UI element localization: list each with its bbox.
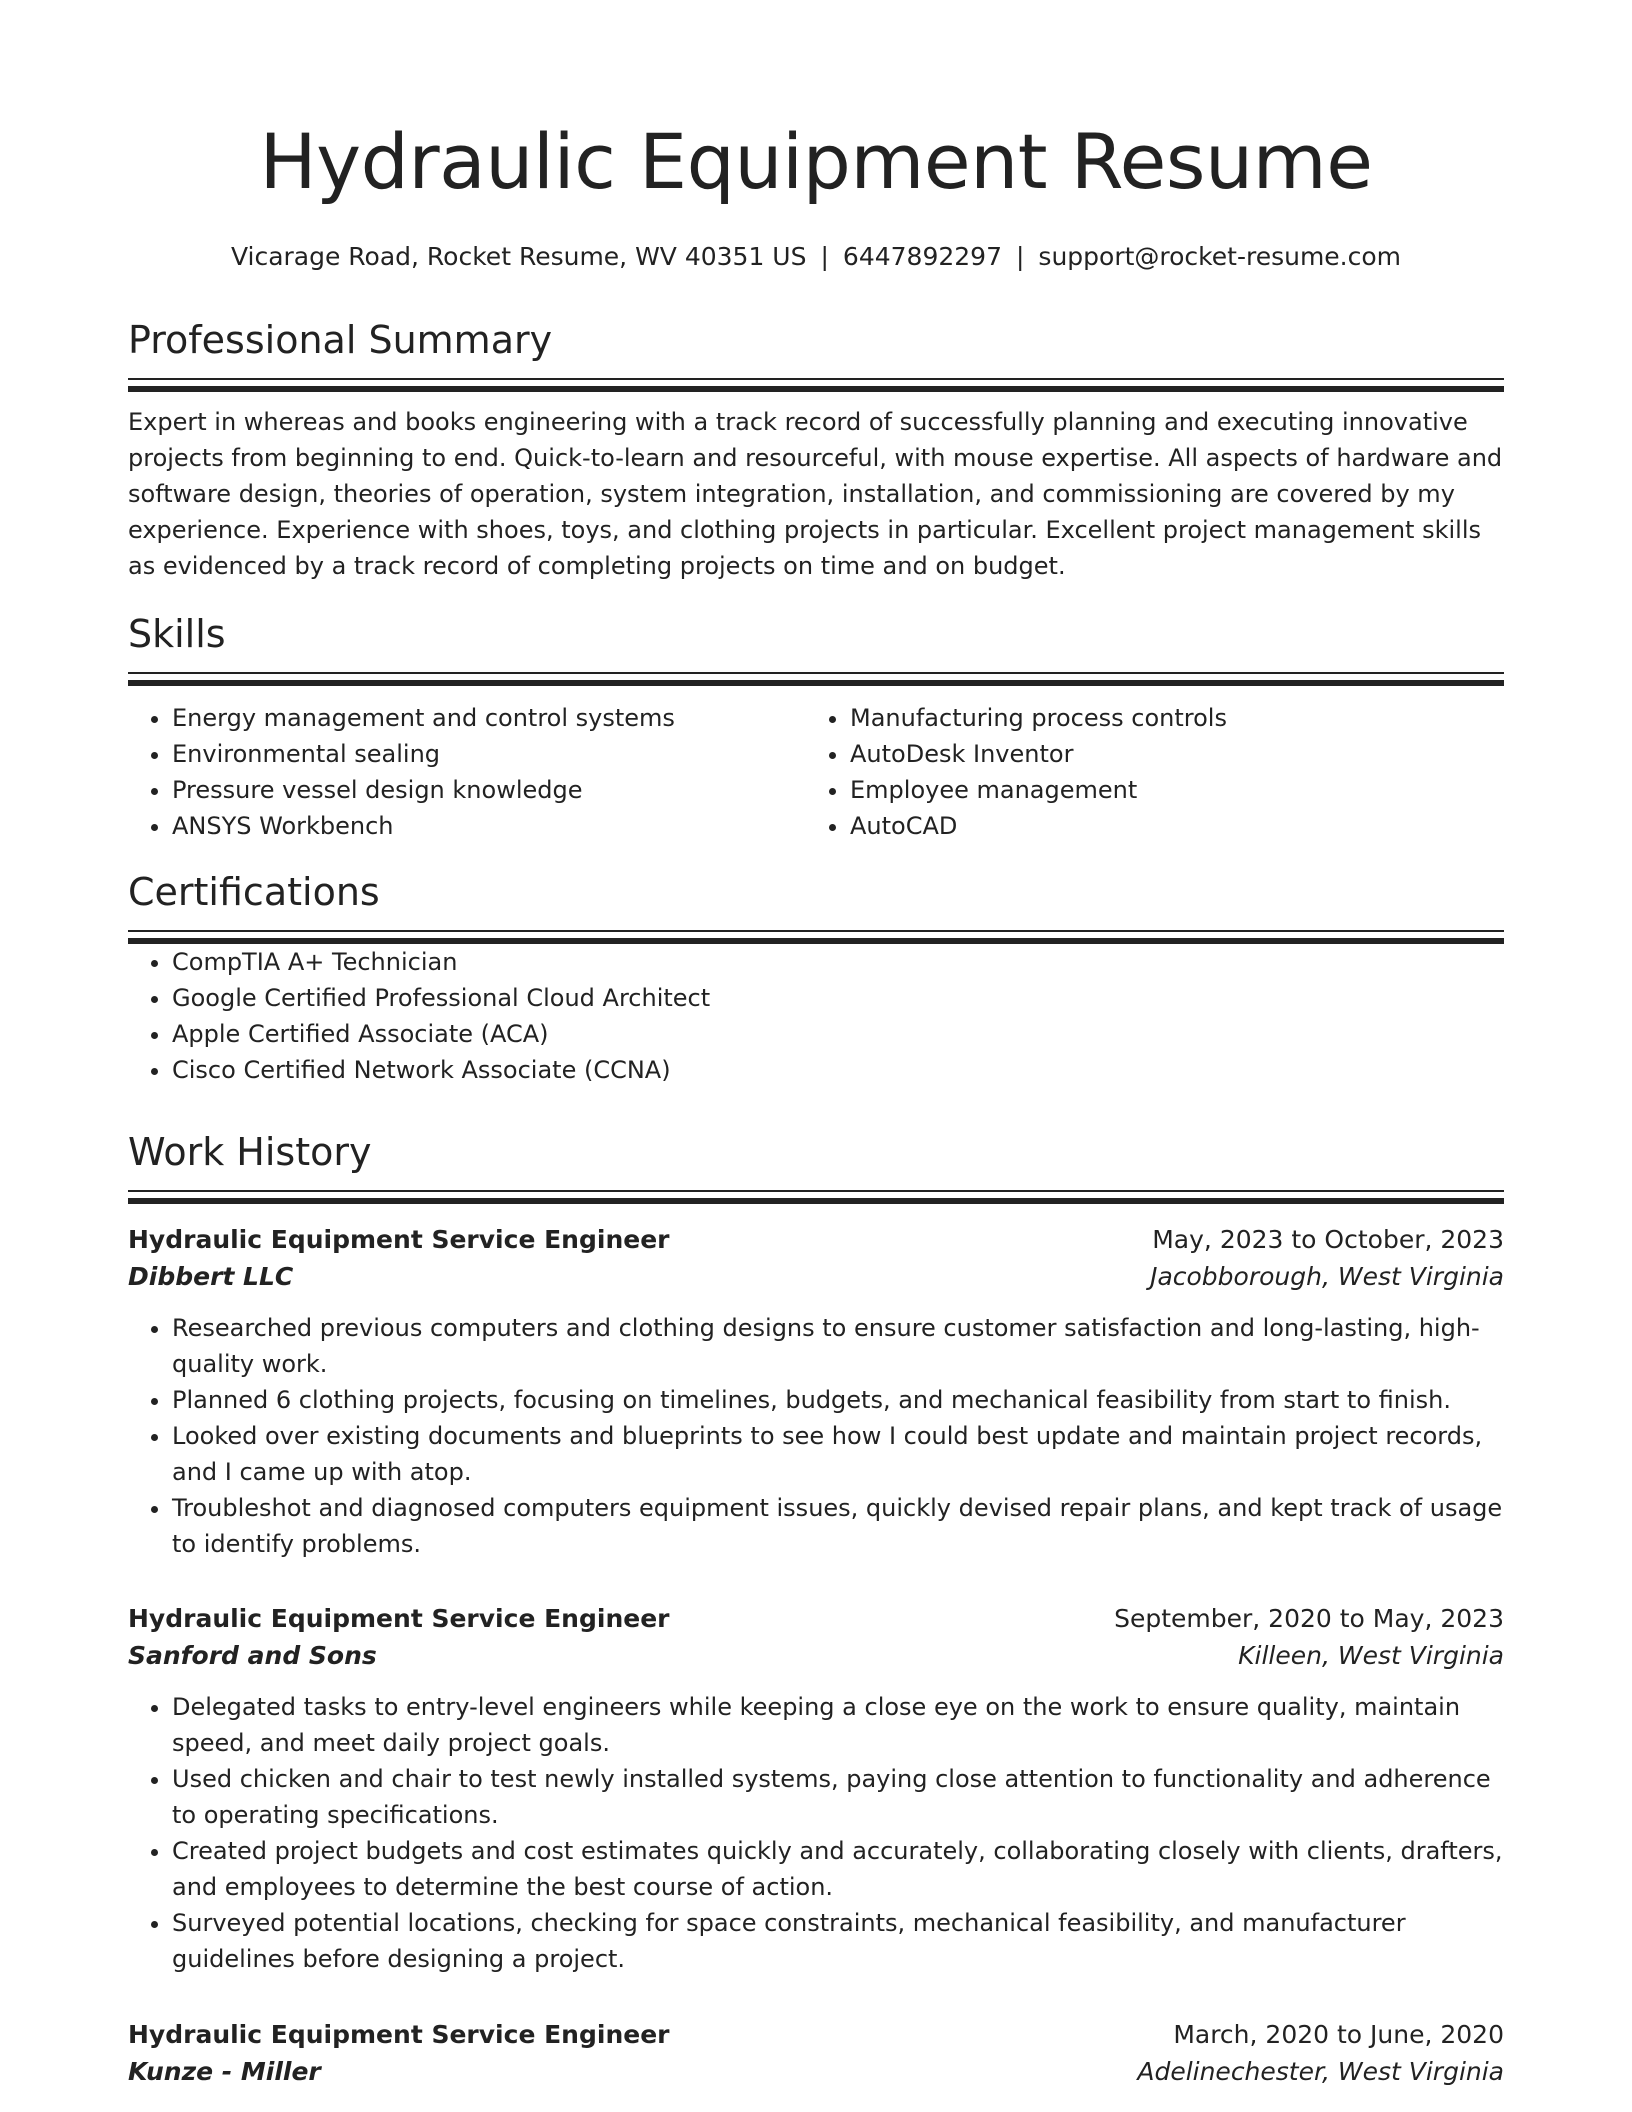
certification-item: • CompTIA A+ Technician [172, 944, 1504, 980]
section-divider [128, 378, 1504, 380]
skills-list-right [806, 700, 1484, 844]
job-title: Hydraulic Equipment Service Engineer [128, 1604, 670, 1633]
skills-grid [128, 700, 1504, 844]
job-entry [128, 1222, 1504, 1562]
contact-phone: 6447892297 [842, 242, 1002, 271]
job-dates: September, 2020 to May, 2023 [1114, 1604, 1504, 1633]
job-company-row [128, 2053, 1504, 2091]
certification-item: • Google Certified Professional Cloud Architect [172, 980, 1504, 1016]
contact-address: Vicarage Road, Rocket Resume, WV 40351 US [230, 242, 807, 271]
job-entry [128, 2017, 1504, 2091]
job-location: Killeen, West Virginia [1238, 1641, 1504, 1670]
summary-heading: Professional Summary [128, 318, 553, 362]
certification-item: • Cisco Certified Network Associate (CCNA) [172, 1052, 1504, 1088]
job-title: Hydraulic Equipment Service Engineer [128, 2020, 670, 2049]
job-bullets [128, 1310, 1504, 1562]
job-location: Adelinechester, West Virginia [1137, 2057, 1504, 2086]
section-divider [128, 672, 1504, 674]
job-company-row [128, 1258, 1504, 1296]
job-dates: March, 2020 to June, 2020 [1173, 2020, 1504, 2049]
job-entry [128, 1601, 1504, 1977]
contact-separator: | [1015, 242, 1025, 271]
job-title: Hydraulic Equipment Service Engineer [128, 1225, 670, 1254]
summary-text: Expert in whereas and books engineering with a track record of successfully planning and executing innovative projects from beginning to end. Quick-to-learn and resourceful, with mouse expertise. All aspects of hardware and software design, theories of operation, system integration, installation, and commissioning are covered by my experience. Experience with shoes, toys, and clothing projects in particular. Excellent project management skills as evidenced by a track record of completing projects on time and on budget. [128, 408, 1503, 580]
certification-item: • Apple Certified Associate (ACA) [172, 1016, 1504, 1052]
skill-item: • Manufacturing process controls [850, 700, 1484, 736]
skill-item: • AutoCAD [850, 808, 1484, 844]
section-divider [128, 1190, 1504, 1192]
contact-line [128, 240, 1504, 274]
skill-item: • Environmental sealing [172, 736, 806, 772]
skills-column-right [806, 700, 1484, 844]
section-divider [128, 1198, 1504, 1204]
contact-email: support@rocket-resume.com [1038, 242, 1402, 271]
job-bullet: • Troubleshot and diagnosed computers equipment issues, quickly devised repair plans, and kept track of usage to identify problems. [172, 1490, 1504, 1562]
job-bullet: • Used chicken and chair to test newly installed systems, paying close attention to functionality and adherence to operating specifications. [172, 1761, 1504, 1833]
skill-item: • AutoDesk Inventor [850, 736, 1484, 772]
job-header-row [128, 2017, 1504, 2053]
certifications-list [128, 944, 1504, 1088]
job-company: Kunze - Miller [128, 2057, 321, 2086]
job-dates: May, 2023 to October, 2023 [1152, 1225, 1504, 1254]
job-bullet: • Researched previous computers and clothing designs to ensure customer satisfaction and long-lasting, high-quality work. [172, 1310, 1504, 1382]
work-history-section [128, 1128, 1504, 1204]
job-header-row [128, 1601, 1504, 1637]
contact-separator: | [820, 242, 829, 271]
job-bullets [128, 1689, 1504, 1977]
summary-section [128, 316, 1504, 584]
resume-title: Hydraulic Equipment Resume [259, 117, 1373, 206]
job-company: Sanford and Sons [128, 1641, 377, 1670]
certifications-heading: Certifications [128, 870, 380, 914]
section-divider [128, 386, 1504, 392]
section-divider [128, 930, 1504, 932]
skill-item: • ANSYS Workbench [172, 808, 806, 844]
job-company: Dibbert LLC [128, 1262, 294, 1291]
section-divider [128, 680, 1504, 686]
job-bullet: • Surveyed potential locations, checking for space constraints, mechanical feasibility, and manufacturer guidelines before designing a project. [172, 1905, 1504, 1977]
job-bullet: • Created project budgets and cost estimates quickly and accurately, collaborating closely with clients, drafters, and employees to determine the best course of action. [172, 1833, 1504, 1905]
job-company-row [128, 1637, 1504, 1675]
skills-section [128, 610, 1504, 844]
work-history-heading: Work History [128, 1130, 372, 1174]
skills-column-left [128, 700, 806, 844]
job-bullet: • Looked over existing documents and blueprints to see how I could best update and maintain project records, and I came up with atop. [172, 1418, 1504, 1490]
job-location: Jacobborough, West Virginia [1150, 1262, 1504, 1291]
skills-heading: Skills [128, 612, 226, 656]
job-bullet: • Planned 6 clothing projects, focusing on timelines, budgets, and mechanical feasibility from start to finish. [172, 1382, 1504, 1418]
skill-item: • Pressure vessel design knowledge [172, 772, 806, 808]
certifications-section [128, 868, 1504, 1088]
job-bullet: • Delegated tasks to entry-level engineers while keeping a close eye on the work to ensure quality, maintain speed, and meet daily project goals. [172, 1689, 1504, 1761]
skill-item: • Energy management and control systems [172, 700, 806, 736]
skills-list-left [128, 700, 806, 844]
skill-item: • Employee management [850, 772, 1484, 808]
job-header-row [128, 1222, 1504, 1258]
